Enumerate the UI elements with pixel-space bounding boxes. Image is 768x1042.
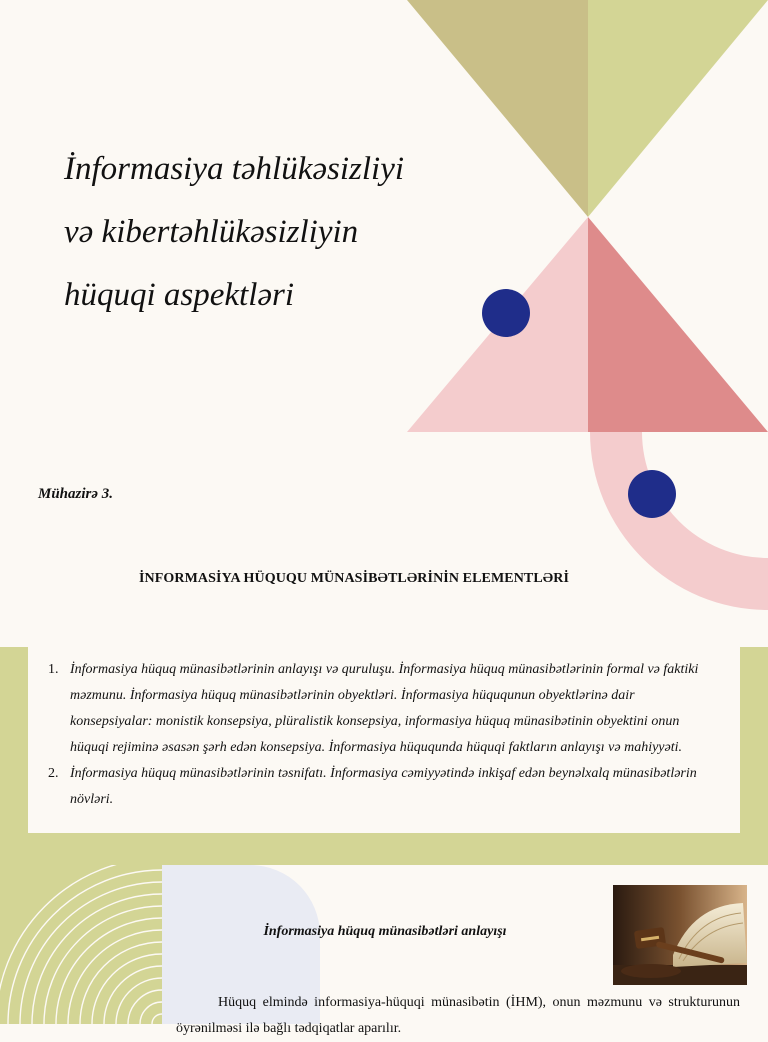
gavel-book-image [613, 885, 747, 985]
list-item-text: İnformasiya hüquq münasibətlərinin anlayışı və quruluşu. İnformasiya hüquq münasibətlərinin formal və faktiki məzmunu. İnformasiya hüquq münasibətlərinin obyektləri. İnformasiya hüququnun obyektlərinə dair konsepsiyalar: monistik konsepsiya, plüralistik konsepsiya, informasiya hüquq münasibətinin obyektini onun hüquqi rejiminə əsasən şərh edən konsepsiya. İnformasiya hüququnda hüquqi faktların anlayışı və mahiyyəti. [70, 662, 699, 755]
lime-triangle [588, 0, 768, 217]
list-item-number: 1. [48, 662, 59, 677]
list-item-text: İnformasiya hüquq münasibətlərinin təsnifatı. İnformasiya cəmiyyətində inkişaf edən beynəlxalq münasibətlərin növləri. [70, 766, 697, 807]
title-line-2: və kibertəhlükəsizliyin [64, 214, 359, 250]
subsection-heading: İnformasiya hüquq münasibətləri anlayışı [263, 924, 507, 939]
title-line-1: İnformasiya təhlükəsizliyi [64, 151, 405, 187]
navy-dot-upper [482, 289, 530, 337]
gavel-book-photo [613, 885, 747, 985]
list-item-number: 2. [48, 766, 59, 781]
navy-dot-lower [628, 470, 676, 518]
title-line-3: hüquqi aspektləri [64, 277, 295, 313]
outline-list [44, 657, 720, 813]
gavel-block [621, 964, 681, 978]
section-heading: İNFORMASİYA HÜQUQU MÜNASİBƏTLƏRİNİN ELEMENTLƏRİ [139, 571, 569, 586]
page-title [64, 138, 464, 327]
list-item [44, 761, 720, 813]
body-paragraph: Hüquq elmində informasiya-hüquqi münasibətin (İHM), onun məzmunu və strukturunun öyrənilməsi ilə bağlı tədqiqatlar aparılır. [176, 995, 740, 1036]
list-item [44, 657, 720, 761]
lecture-label: Mühazirə 3. [38, 486, 114, 502]
rose-triangle [588, 217, 768, 432]
